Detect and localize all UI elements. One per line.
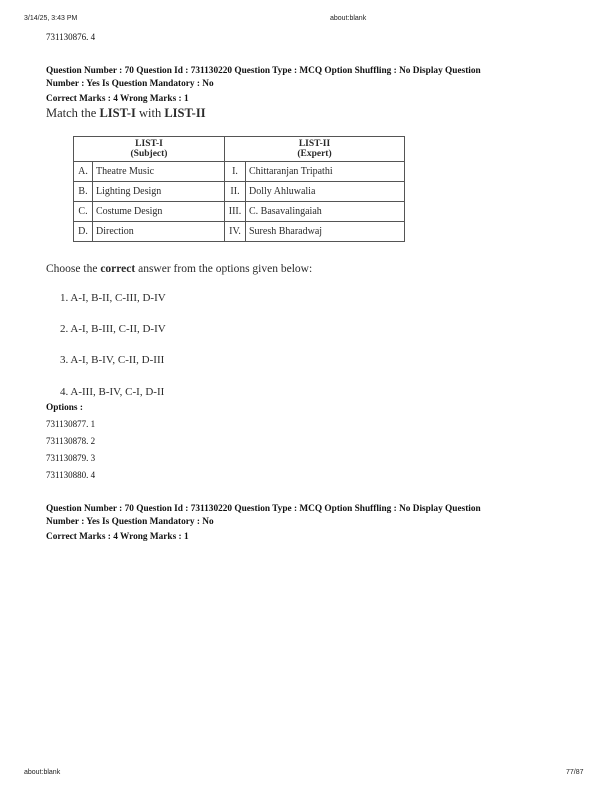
answer-choice-4: 4. A-III, B-IV, C-I, D-II xyxy=(60,386,165,398)
print-page-title: about:blank xyxy=(330,15,367,22)
choose-prefix: Choose the xyxy=(46,263,101,275)
list1-key: A. xyxy=(74,162,93,182)
answer-choice-3: 3. A-I, B-IV, C-II, D-III xyxy=(60,354,165,366)
match-table xyxy=(73,136,405,242)
option-item: 731130880. 4 xyxy=(46,470,96,480)
list2-key: IV. xyxy=(225,222,246,242)
choose-instruction xyxy=(46,263,312,275)
choose-suffix: answer from the options given below: xyxy=(135,263,313,275)
list2-value: Suresh Bharadwaj xyxy=(246,222,405,242)
list1-key: C. xyxy=(74,202,93,222)
prompt-list1: LIST-I xyxy=(99,106,136,120)
list1-title: LIST-I xyxy=(135,139,163,149)
list1-key: B. xyxy=(74,182,93,202)
list2-header xyxy=(225,137,405,162)
list1-value: Costume Design xyxy=(93,202,225,222)
table-header-row xyxy=(74,137,405,162)
list2-title: LIST-II xyxy=(298,139,331,149)
print-datetime: 3/14/25, 3:43 PM xyxy=(24,15,78,22)
answer-choice-1: 1. A-I, B-II, C-III, D-IV xyxy=(60,292,166,304)
prompt-prefix: Match the xyxy=(46,106,100,120)
options-label: Options : xyxy=(46,403,83,413)
list2-key: II. xyxy=(225,182,246,202)
table-row xyxy=(74,222,405,242)
prompt-with: with xyxy=(135,106,165,120)
list2-value: Chittaranjan Tripathi xyxy=(246,162,405,182)
option-item: 731130876. 4 xyxy=(46,32,96,42)
list2-key: I. xyxy=(225,162,246,182)
table-row xyxy=(74,162,405,182)
print-footer-url: about:blank xyxy=(24,769,61,776)
list1-subtitle: (Subject) xyxy=(130,149,168,159)
list1-value: Theatre Music xyxy=(93,162,225,182)
option-item: 731130877. 1 xyxy=(46,419,96,429)
question-marks: Correct Marks : 4 Wrong Marks : 1 xyxy=(46,94,189,104)
list1-value: Direction xyxy=(93,222,225,242)
choose-bold: correct xyxy=(100,263,136,275)
list1-header xyxy=(74,137,225,162)
question-meta-line1: Question Number : 70 Question Id : 731130220 Question Type : MCQ Option Shuffling : No Display Question xyxy=(46,504,481,514)
question-prompt xyxy=(46,106,206,121)
question-meta-line2: Number : Yes Is Question Mandatory : No xyxy=(46,79,214,89)
question-marks: Correct Marks : 4 Wrong Marks : 1 xyxy=(46,532,189,542)
question-meta-line2: Number : Yes Is Question Mandatory : No xyxy=(46,517,214,527)
question-meta-line1: Question Number : 70 Question Id : 731130220 Question Type : MCQ Option Shuffling : No Display Question xyxy=(46,66,481,76)
list2-value: Dolly Ahluwalia xyxy=(246,182,405,202)
option-item: 731130878. 2 xyxy=(46,436,96,446)
list1-key: D. xyxy=(74,222,93,242)
list2-subtitle: (Expert) xyxy=(297,149,332,159)
table-row xyxy=(74,182,405,202)
list2-value: C. Basavalingaiah xyxy=(246,202,405,222)
list2-key: III. xyxy=(225,202,246,222)
print-page-counter: 77/87 xyxy=(566,769,584,776)
table-row xyxy=(74,202,405,222)
answer-choice-2: 2. A-I, B-III, C-II, D-IV xyxy=(60,323,166,335)
list1-value: Lighting Design xyxy=(93,182,225,202)
option-item: 731130879. 3 xyxy=(46,453,96,463)
prompt-list2: LIST-II xyxy=(164,106,206,120)
